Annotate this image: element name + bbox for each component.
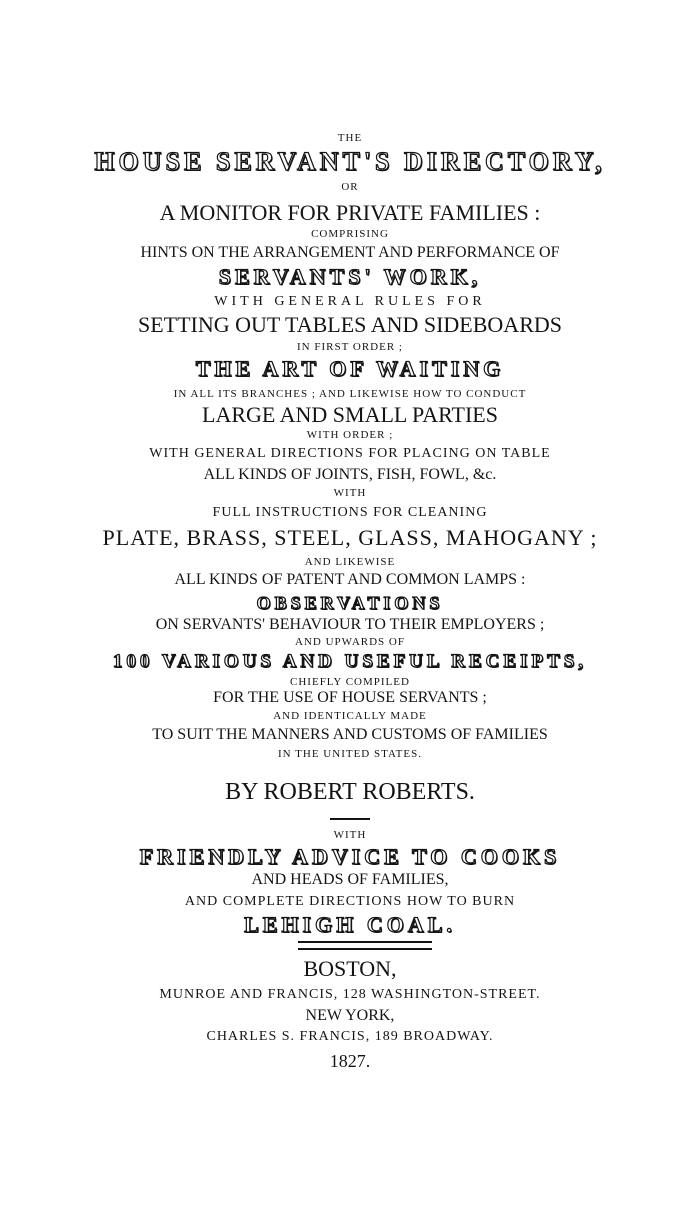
setting-out-line: SETTING OUT TABLES AND SIDEBOARDS: [137, 312, 562, 337]
lamps-line: ALL KINDS OF PATENT AND COMMON LAMPS :: [174, 571, 526, 588]
general-rules-line: WITH GENERAL RULES FOR: [214, 294, 486, 309]
comprising-line: COMPRISING: [311, 228, 389, 240]
ornamental-rule: [298, 941, 432, 950]
friendly-advice-heading: FRIENDLY ADVICE TO COOKS: [139, 844, 561, 869]
first-order-line: IN FIRST ORDER ;: [297, 341, 403, 353]
upwards-line: AND UPWARDS OF: [295, 636, 405, 648]
compiled-line: CHIEFLY COMPILED: [290, 676, 410, 688]
behaviour-line: ON SERVANTS' BEHAVIOUR TO THEIR EMPLOYERS ;: [155, 616, 545, 633]
manners-line: TO SUIT THE MANNERS AND CUSTOMS OF FAMILIES: [152, 726, 548, 743]
parties-line: LARGE AND SMALL PARTIES: [202, 402, 498, 427]
instructions-line: FULL INSTRUCTIONS FOR CLEANING: [212, 505, 488, 520]
branches-line: IN ALL ITS BRANCHES ; AND LIKEWISE HOW TO CONDUCT: [173, 388, 527, 400]
joints-line: ALL KINDS OF JOINTS, FISH, FOWL, &c.: [203, 466, 497, 483]
servants-work-heading: SERVANTS' WORK,: [218, 264, 482, 289]
with-line-2: WITH: [333, 829, 367, 841]
main-title: HOUSE SERVANT'S DIRECTORY,: [94, 147, 606, 176]
title-the: THE: [337, 132, 363, 144]
divider-rule: [330, 818, 370, 820]
united-states-line: IN THE UNITED STATES.: [278, 748, 422, 760]
plate-line: PLATE, BRASS, STEEL, GLASS, MAHOGANY ;: [102, 525, 598, 550]
publisher-boston: MUNROE AND FRANCIS, 128 WASHINGTON-STREET.: [159, 987, 541, 1002]
art-of-waiting-heading: THE ART OF WAITING: [195, 356, 505, 381]
observations-heading: OBSERVATIONS: [256, 593, 444, 613]
year-line: 1827.: [329, 1051, 371, 1071]
title-or: OR: [341, 181, 359, 193]
with-line-1: WITH: [333, 487, 367, 499]
heads-line: AND HEADS OF FAMILIES,: [251, 871, 449, 888]
new-york-line: NEW YORK,: [305, 1007, 395, 1024]
use-line: FOR THE USE OF HOUSE SERVANTS ;: [213, 689, 487, 706]
lehigh-coal-heading: LEHIGH COAL.: [244, 912, 456, 937]
with-order-line: WITH ORDER ;: [306, 429, 394, 441]
identically-line: AND IDENTICALLY MADE: [273, 710, 427, 722]
burn-line: AND COMPLETE DIRECTIONS HOW TO BURN: [184, 894, 516, 909]
likewise-line: AND LIKEWISE: [304, 556, 396, 568]
publisher-new-york: CHARLES S. FRANCIS, 189 BROADWAY.: [206, 1029, 494, 1044]
byline: BY ROBERT ROBERTS.: [225, 779, 475, 805]
hints-line: HINTS ON THE ARRANGEMENT AND PERFORMANCE OF: [140, 244, 560, 261]
directions-line: WITH GENERAL DIRECTIONS FOR PLACING ON TABLE: [149, 446, 551, 461]
boston-line: BOSTON,: [303, 956, 397, 981]
subtitle: A MONITOR FOR PRIVATE FAMILIES :: [159, 200, 541, 225]
receipts-heading: 100 VARIOUS AND USEFUL RECEIPTS,: [112, 651, 588, 672]
